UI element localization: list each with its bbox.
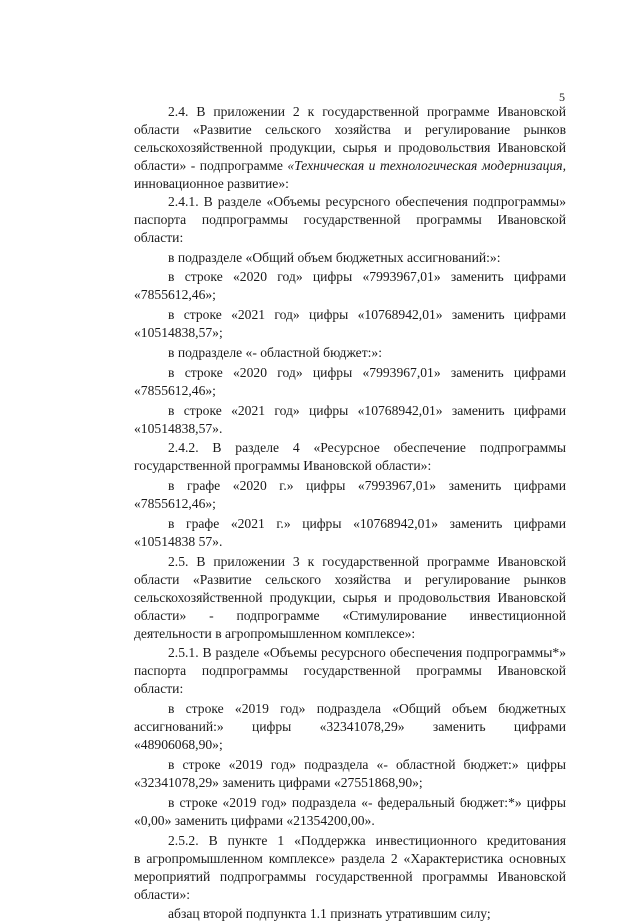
text-line: «7855612,46»;	[134, 287, 216, 303]
document-body	[134, 104, 566, 924]
section-2-4	[134, 104, 566, 193]
section-2-5-2	[134, 833, 566, 924]
page-number: 5	[559, 90, 565, 104]
text-line: в графе «2020 г.» цифры «7993967,01» заменить цифрами	[168, 478, 566, 494]
subsection-heading: в подразделе «Общий объем бюджетных ассигнований:»:	[168, 249, 501, 265]
text-line: 2.4.1. В разделе «Объемы ресурсного обеспечения подпрограммы»	[168, 193, 566, 209]
text-line: области» - подпрограмме «Стимулирование инвестиционной	[134, 607, 566, 623]
text-line: в строке «2021 год» цифры «10768942,01» заменить цифрами	[168, 402, 566, 418]
italic-subprogram-title: «Техническая и технологическая модернизация,	[287, 157, 566, 173]
text-line: области «Развитие сельского хозяйства и регулирование рынков	[134, 571, 566, 587]
text-line: в строке «2019 год» подраздела «Общий объем бюджетных	[168, 701, 566, 717]
text-line: паспорта подпрограммы государственной программы Ивановской	[134, 663, 566, 679]
text-line: в строке «2020 год» цифры «7993967,01» заменить цифрами	[168, 269, 566, 285]
text-line: в агропромышленном комплексе» раздела 2 «Характеристика основных	[134, 850, 566, 866]
section-2-5	[134, 554, 566, 643]
text-line: «0,00» заменить цифрами «21354200,00».	[134, 812, 375, 828]
text-line: «48906068,90»;	[134, 737, 223, 753]
text-line: области»:	[134, 886, 191, 902]
text-line: паспорта подпрограммы государственной программы Ивановской	[134, 211, 566, 227]
subsection-heading: в подразделе «- областной бюджет:»:	[168, 345, 383, 361]
text-line: области:	[134, 229, 184, 245]
text-line: в строке «2021 год» цифры «10768942,01» заменить цифрами	[168, 307, 566, 323]
text-line: «7855612,46»;	[134, 382, 216, 398]
text-line: «7855612,46»;	[134, 496, 216, 512]
text-line: области «Развитие сельского хозяйства и регулирование рынков	[134, 121, 566, 137]
text-line: «10514838,57»;	[134, 325, 223, 341]
text-line: в строке «2019 год» подраздела «- федеральный бюджет:*» цифры	[168, 794, 566, 810]
text-fragment: области» - подпрограмме	[134, 157, 288, 173]
text-line: 2.4. В приложении 2 к государственной программе Ивановской	[168, 104, 566, 119]
text-line: в строке «2019 год» подраздела «- областной бюджет:» цифры	[168, 757, 566, 773]
text-line: 2.5.1. В разделе «Объемы ресурсного обеспечения подпрограммы*»	[168, 645, 566, 661]
section-2-4-1	[134, 194, 566, 437]
text-line: 2.4.2. В разделе 4 «Ресурсное обеспечение подпрограммы	[168, 440, 566, 456]
text-line: абзац второй подпункта 1.1 признать утратившим силу;	[168, 906, 491, 922]
text-line: ассигнований:» цифры «32341078,29» заменить цифрами	[134, 719, 566, 735]
text-line: деятельности в агропромышленном комплексе»:	[134, 625, 416, 641]
text-line: 2.5. В приложении 3 к государственной программе Ивановской	[168, 553, 566, 569]
text-line: «32341078,29» заменить цифрами «27551868,90»;	[134, 775, 423, 790]
text-line: сельскохозяйственной продукции, сырья и продовольствия Ивановской	[134, 589, 566, 605]
text-line: в графе «2021 г.» цифры «10768942,01» заменить цифрами	[168, 515, 566, 531]
text-line: «10514838 57».	[134, 533, 223, 549]
text-line: 2.5.2. В пункте 1 «Поддержка инвестиционного кредитования	[168, 832, 566, 848]
text-line: государственной программы Ивановской области»:	[134, 458, 432, 474]
text-line: в строке «2020 год» цифры «7993967,01» заменить цифрами	[168, 364, 566, 380]
section-2-4-2	[134, 440, 566, 550]
text-line	[134, 158, 566, 175]
text-line: сельскохозяйственной продукции, сырья и продовольствия Ивановской	[134, 139, 566, 155]
section-2-5-1	[134, 645, 566, 829]
text-line: инновационное развитие»:	[134, 175, 289, 191]
text-line: мероприятий подпрограммы государственной программы Ивановской	[134, 868, 566, 884]
text-line: области:	[134, 681, 184, 697]
text-line: «10514838,57».	[134, 420, 223, 436]
